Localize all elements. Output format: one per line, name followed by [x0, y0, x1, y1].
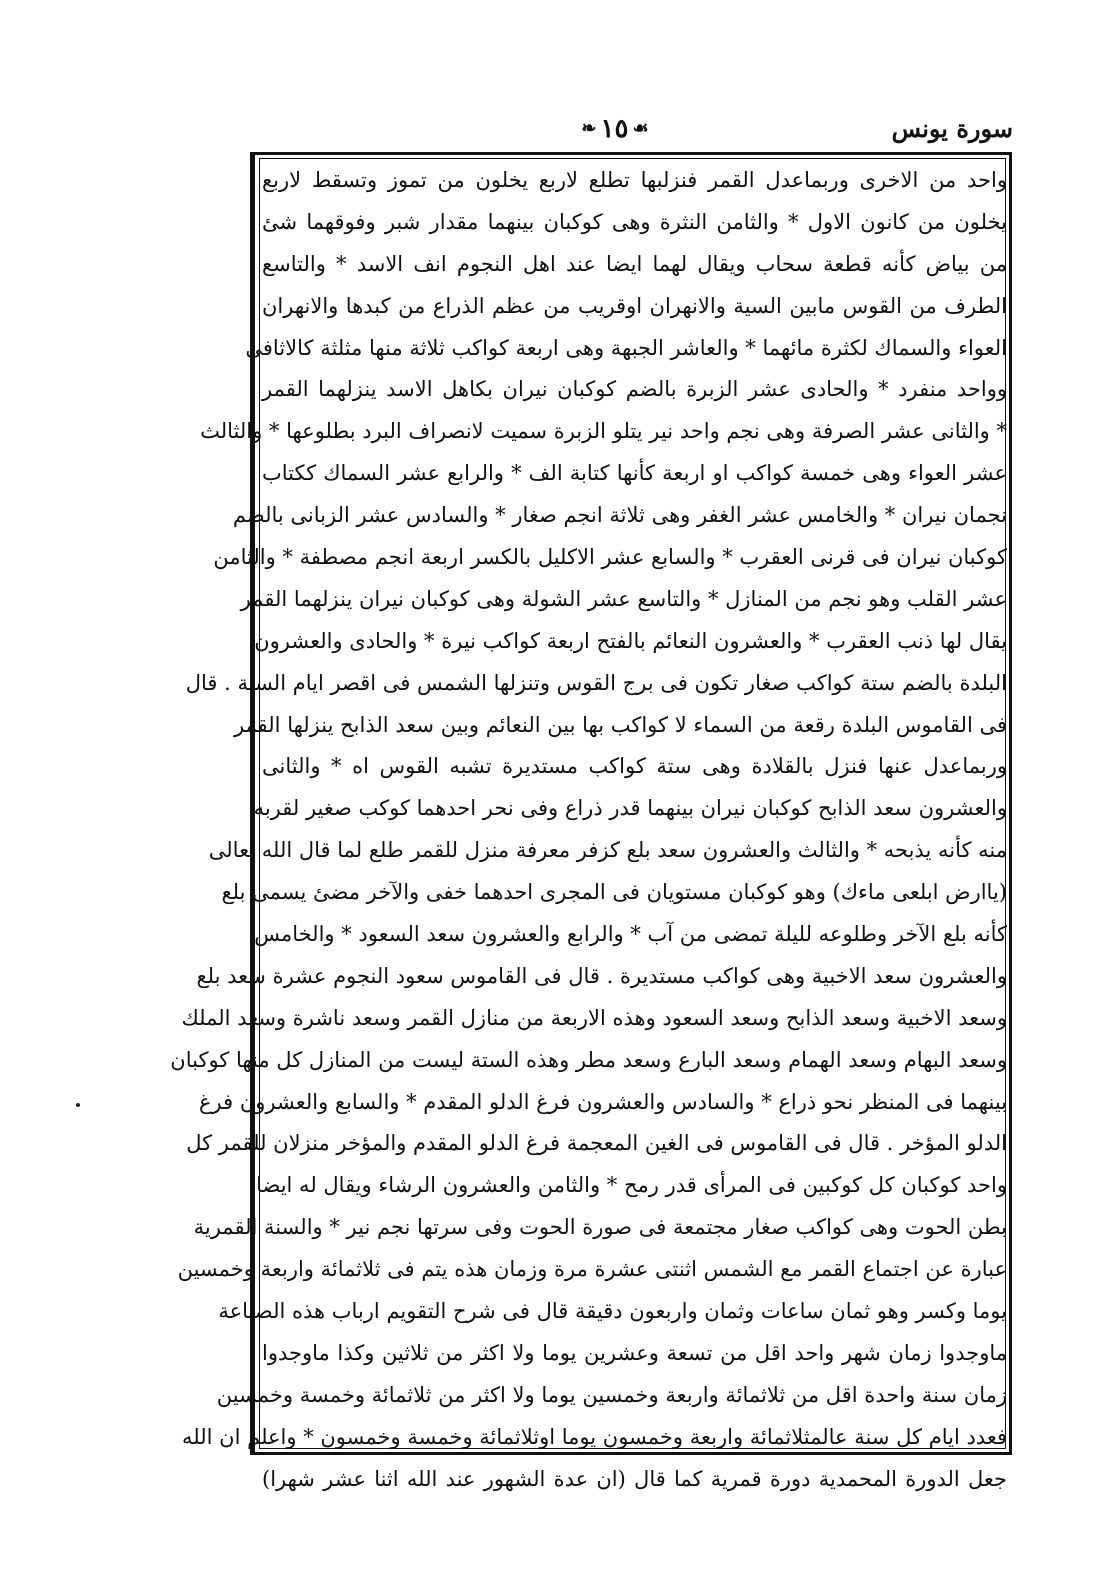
text-line: واحد من الاخرى وربماعدل القمر فنزلبها تطلع لاربع يخلون من تموز وتسقط لاربع: [262, 168, 1007, 192]
text-line: منه كأنه يذبحه * والثالث والعشرون سعد بلع كزفر معرفة منزل للقمر طلع لما قال الله تعالى: [208, 838, 1007, 863]
text-line: جعل الدورة المحمدية دورة قمرية كما قال (ان عدة الشهور عند الله اثنا عشر شهرا): [262, 1466, 1007, 1491]
text-line: من بياض كأنه قطعة سحاب ويقال لهما ايضا عند اهل النجوم انف الاسد * والتاسع: [262, 251, 1007, 276]
ornament-right-icon: ☙: [632, 118, 649, 139]
text-line: واحد كوكبان كل كوكبين فى المرأى قدر رمح * والثامن والعشرون الرشاء ويقال له ايضا: [256, 1173, 1007, 1198]
text-line: بطن الحوت وهى كواكب صغار مجتمعة فى صورة الحوت وفى سرتها نجم نير * والسنة القمرية: [193, 1215, 1007, 1240]
text-line: كوكبان نيران فى قرنى العقرب * والسابع عشر الاكليل بالكسر اربعة انجم مصطفة * والثامن: [213, 545, 1007, 570]
text-line: * والثانى عشر الصرفة وهى نجم واحد نير يتلو الزبرة سميت لانصراف البرد بطلوعها * والثالث: [200, 419, 1007, 444]
text-line: وربماعدل عنها فنزل بالقلادة وهى ستة كواكب مستديرة تشبه القوس اه * والثانى: [262, 754, 1007, 779]
ornament-left-icon: ❧: [581, 118, 597, 139]
text-line: عشر العواء وهى خمسة كواكب او اربعة كأنها كتابة الف * والرابع عشر السماك ككتاب: [262, 461, 1007, 486]
text-line: وسعد الاخبية وسعد الذابح وسعد السعود وهذه الاربعة من منازل القمر وسعد ناشرة وسعد الملك: [181, 1005, 1007, 1030]
scan-speck: [76, 1103, 80, 1107]
text-line: العواء والسماك لكثرة مائهما * والعاشر الجبهة وهى اربعة كواكب ثلاثة منها مثلثة كالاثافى: [245, 335, 1007, 360]
text-line: فعدد ايام كل سنة عالمثلاثمائة واربعة وخمسون يوما اوثلاثمائة وخمسة وخمسون * واعلم ان الله: [182, 1424, 1007, 1449]
text-line: والعشرون سعد الاخبية وهى كواكب مستديرة . قال فى القاموس سعود النجوم عشرة سعد بلع: [196, 963, 1007, 988]
text-line: يخلون من كانون الاول * والثامن النثرة وهى كوكبان بينهما مقدار شبر وفوقهما شئ: [262, 209, 1007, 234]
text-line: وسعد البهام وسعد الهمام وسعد البارع وسعد مطر وهذه الستة ليست من المنازل كل منها كوكبان: [170, 1047, 1007, 1072]
page-header: [250, 112, 1015, 152]
text-line: ماوجدوا زمان شهر واحد اقل من تسعة وعشرين يوما ولا اكثر من ثلاثين وكذا ماوجدوا: [262, 1340, 1007, 1365]
text-line: نجمان نيران * والخامس عشر الغفر وهى ثلاثة انجم صغار * والسادس عشر الزبانى بالضم: [232, 503, 1007, 528]
surah-title: سورة يونس: [891, 114, 1013, 143]
text-line: وواحد منفرد * والحادى عشر الزبرة بالضم كوكبان نيران بكاهل الاسد ينزلهما القمر: [262, 377, 1007, 402]
text-line: زمان سنة واحدة اقل من ثلاثمائة واربعة وخمسين يوما ولا اكثر من ثلاثمائة وخمسة وخمسين: [216, 1382, 1007, 1407]
body-text: [170, 160, 1007, 1501]
text-line: (ياارض ابلعى ماءك) وهو كوكبان مستويان فى المجرى احدهما خفى والآخر مضئ يسمى بلع: [221, 880, 1007, 905]
text-line: يوما وكسر وهو ثمان ساعات وثمان واربعون دقيقة قال فى شرح التقويم ارباب هذه الصناعة: [218, 1299, 1007, 1324]
text-line: بينهما فى المنظر نحو ذراع * والسادس والعشرون فرغ الدلو المقدم * والسابع والعشرون فرغ: [199, 1089, 1007, 1114]
text-line: فى القاموس البلدة رقعة من السماء لا كواكب بها بين النعائم وبين سعد الذابح ينزلها القمر: [233, 712, 1007, 737]
text-line: يقال لها ذنب العقرب * والعشرون النعائم بالفتح اربعة كواكب نيرة * والحادى والعشرون: [254, 628, 1007, 653]
text-line: عبارة عن اجتماع القمر مع الشمس اثنتى عشرة مرة وزمان هذه يتم فى ثلاثمائة واربعة وخمسين: [177, 1257, 1007, 1282]
text-line: الدلو المؤخر . قال فى القاموس فى الغين المعجمة فرغ الدلو المقدم والمؤخر منزلان للقمر كل: [186, 1131, 1007, 1156]
page-number: ١٥: [600, 114, 629, 144]
text-line: والعشرون سعد الذابح كوكبان نيران بينهما قدر ذراع وفى نحر احدهما كوكب صغير لقربه: [253, 796, 1007, 821]
text-line: عشر القلب وهو نجم من المنازل * والتاسع عشر الشولة وهى كوكبان نيران ينزلهما القمر: [240, 586, 1007, 611]
text-line: كأنه بلع الآخر وطلوعه لليلة تمضى من آب * والرابع والعشرون سعد السعود * والخامس: [254, 922, 1007, 947]
text-line: الطرف من القوس مابين السية والانهران اوقريب من عظم الذراع من كبدها والانهران: [262, 293, 1007, 318]
page-number-block: [550, 114, 680, 150]
text-line: البلدة بالضم ستة كواكب صغار تكون فى برج القوس وتنزلها الشمس فى اقصر ايام السنة . قال: [185, 670, 1007, 695]
